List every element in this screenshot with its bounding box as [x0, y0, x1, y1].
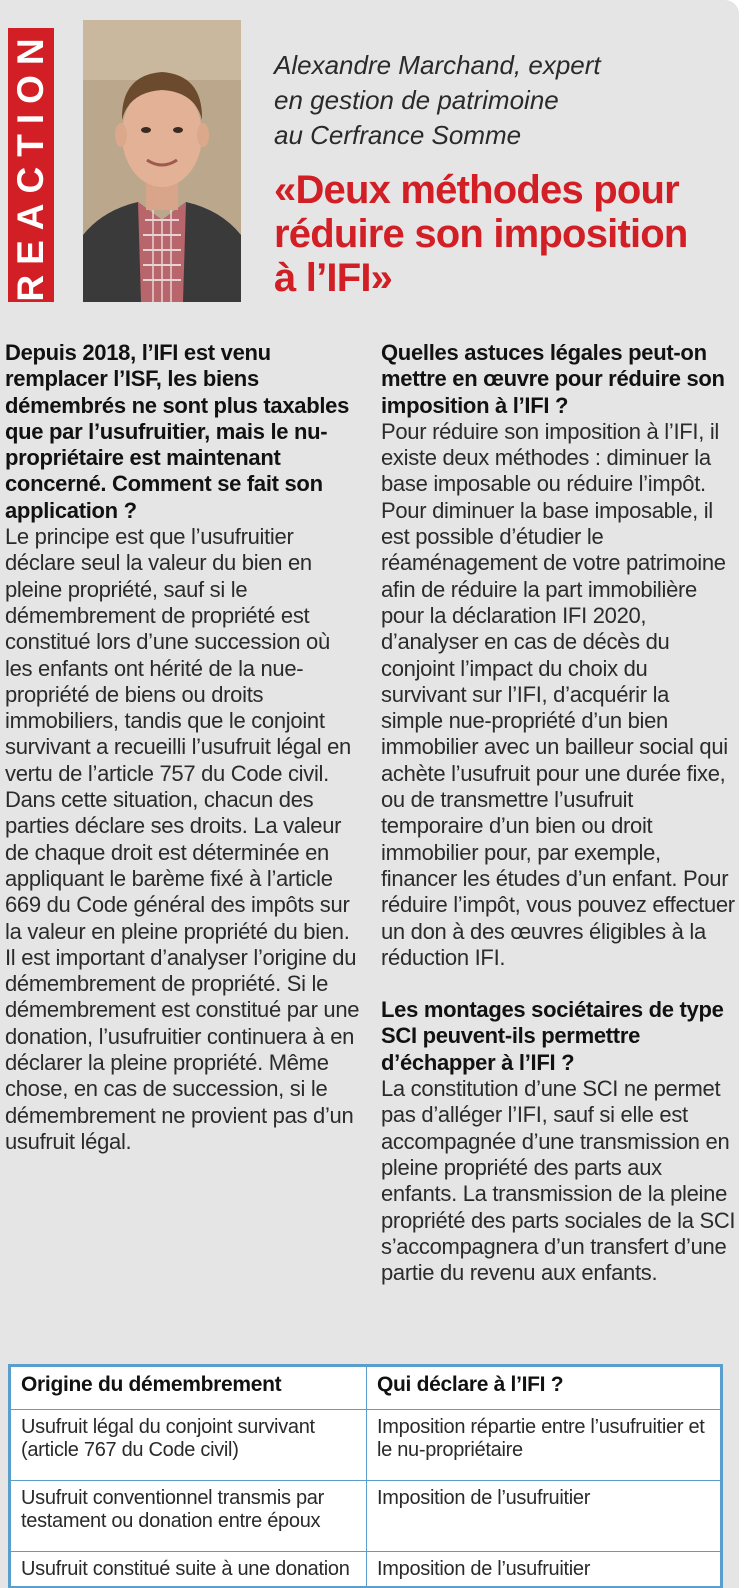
question-3: Les montages sociétaires de type SCI peuvent-ils permettre d’échapper à l’IFI ?: [381, 997, 724, 1075]
right-column: [381, 340, 736, 1286]
quote-line: «Deux méthodes pour: [274, 168, 679, 212]
headline-quote: [274, 168, 734, 300]
summary-table: [8, 1364, 723, 1588]
author-photo: [83, 20, 241, 302]
table: [10, 1366, 721, 1587]
answer-1-paragraph-2: Il est important d’analyser l’origine du démembrement de propriété. Si le démembrement est constitué par une donation, l’usufruitier continuera à en déclarer la pleine propriété. Même chose, en cas de succession, si le démembrement ne provient pas d’un usufruit légal.: [5, 944, 360, 1154]
table-cell: Imposition répartie entre l’usufruitier et le nu-propriétaire: [367, 1410, 721, 1481]
author-byline: [274, 48, 734, 153]
table-header-cell: Origine du démembrement: [11, 1367, 367, 1410]
table-cell: Usufruit légal du conjoint survivant (article 767 du Code civil): [11, 1410, 367, 1481]
portrait-image: [83, 20, 241, 302]
reaction-label: REACTION: [10, 28, 51, 302]
author-line: en gestion de patrimoine: [274, 85, 559, 115]
table-cell: Usufruit conventionnel transmis par testament ou donation entre époux: [11, 1481, 367, 1552]
table-header-row: [11, 1367, 721, 1410]
quote-line: réduire son imposition: [274, 212, 688, 256]
table-row: [11, 1481, 721, 1552]
author-line: au Cerfrance Somme: [274, 120, 522, 150]
table-cell: Imposition de l’usufruitier: [367, 1481, 721, 1552]
table-header-cell: Qui déclare à l’IFI ?: [367, 1367, 721, 1410]
table-cell: Usufruit constitué suite à une donation: [11, 1552, 367, 1587]
table-cell: Imposition de l’usufruitier: [367, 1552, 721, 1587]
answer-2: Pour réduire son imposition à l’IFI, il existe deux méthodes : diminuer la base imposable ou réduire l’impôt. Pour diminuer la base imposable, il est possible d’étudier le réaménagement de votre patrimoine afin de réduire la part immobilière pour la déclaration IFI 2020, d’analyser en cas de décès du conjoint l’impact du choix du survivant sur l’IFI, d’acquérir la simple nue-propriété d’un bien immobilier avec un bailleur social qui achète l’usufruit pour une durée fixe, ou de transmettre l’usufruit temporaire d’un bien ou droit immobilier pour, par exemple, financer les études d’un enfant. Pour réduire l’impôt, vous pouvez effectuer un don à des œuvres éligibles à la réduction IFI.: [381, 418, 735, 970]
quote-line: à l’IFI»: [274, 256, 393, 300]
paragraph-gap: [381, 971, 736, 997]
question-2: Quelles astuces légales peut-on mettre en œuvre pour réduire son imposition à l’IFI ?: [381, 340, 725, 418]
table-row: [11, 1552, 721, 1587]
author-line: Alexandre Marchand, expert: [274, 50, 601, 80]
question-1: Depuis 2018, l’IFI est venu remplacer l’ISF, les biens démembrés ne sont plus taxables que par l’usufruitier, mais le nu-propriétaire est maintenant concerné. Comment se fait son application ?: [5, 340, 350, 523]
table-row: [11, 1410, 721, 1481]
answer-3: La constitution d’une SCI ne permet pas d’alléger l’IFI, sauf si elle est accompagnée d’une transmission en pleine propriété des parts aux enfants. La transmission de la pleine propriété des parts sociales de la SCI s’accompagnera d’un transfert d’une partie du revenu aux enfants.: [381, 1076, 736, 1286]
left-column: [5, 340, 362, 1155]
answer-1-paragraph-1: Le principe est que l’usufruitier déclare seul la valeur du bien en pleine propriété, sauf si le démembrement de propriété est constitué lors d’une succession où les enfants ont hérité de la nue-propriété de biens ou droits immobiliers, tandis que le conjoint survivant a recueilli l’usufruit légal en vertu de l’article 757 du Code civil. Dans cette situation, chacun des parties déclare ses droits. La valeur de chaque droit est déterminée en appliquant le barème fixé à l’article 669 du Code général des impôts sur la valeur en pleine propriété du bien.: [5, 524, 351, 944]
